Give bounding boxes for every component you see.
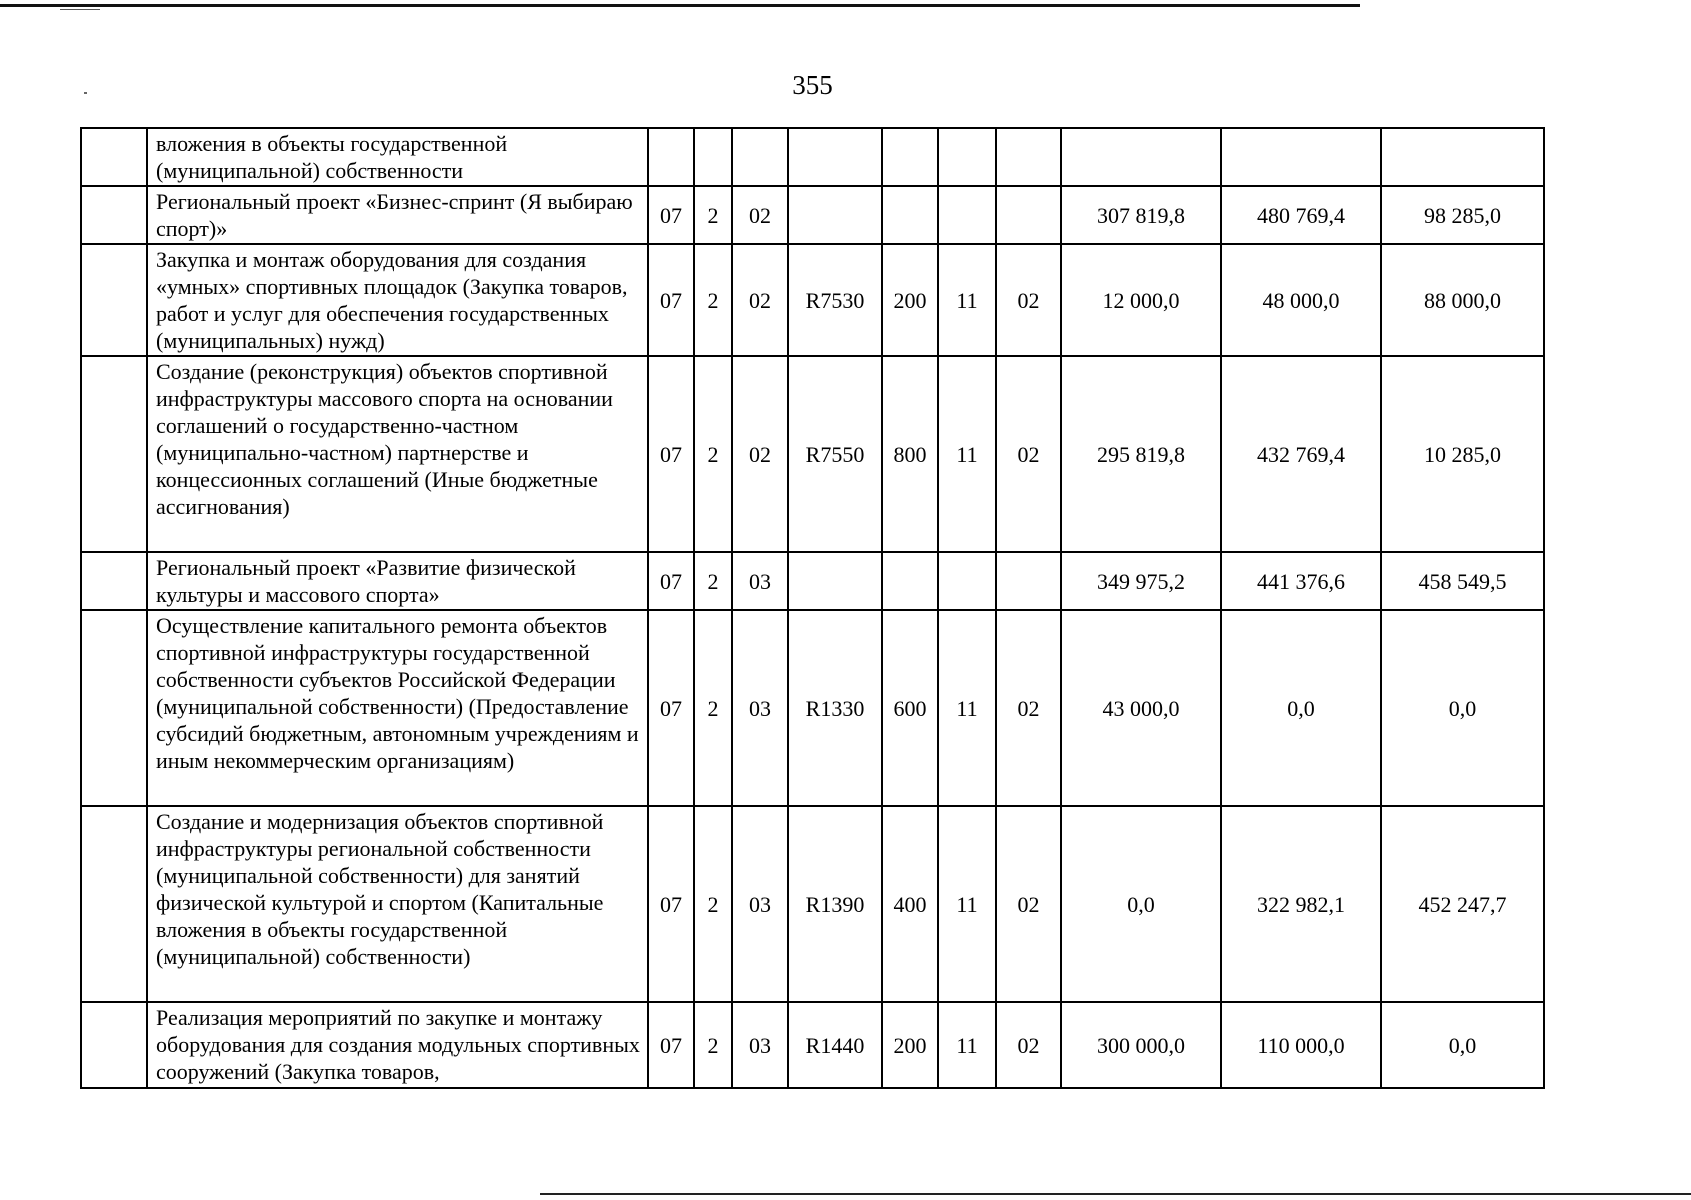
subprogram-code: 02 bbox=[732, 244, 788, 356]
subdivision-code: 02 bbox=[996, 356, 1061, 552]
division-code: 11 bbox=[938, 610, 996, 806]
amount-year-2 bbox=[1221, 128, 1381, 186]
subprogram-code: 02 bbox=[732, 356, 788, 552]
program-code: 2 bbox=[694, 186, 732, 244]
amount-year-2: 432 769,4 bbox=[1221, 356, 1381, 552]
subprogram-code: 03 bbox=[732, 610, 788, 806]
target-code: R7530 bbox=[788, 244, 882, 356]
subdivision-code: 02 bbox=[996, 1002, 1061, 1088]
item-name: Создание и модернизация объектов спортивной инфраструктуры региональной собственности (муниципальной собственности) для занятий физической культурой и спортом (Капитальные вложения в объекты государственной (муниципальной) собственности) bbox=[147, 806, 648, 1002]
page-number: 355 bbox=[792, 70, 833, 100]
item-name: Закупка и монтаж оборудования для создания «умных» спортивных площадок (Закупка товаров, работ и услуг для обеспечения государственных (муниципальных) нужд) bbox=[147, 244, 648, 356]
amount-year-2: 110 000,0 bbox=[1221, 1002, 1381, 1088]
program-code: 2 bbox=[694, 244, 732, 356]
target-code bbox=[788, 186, 882, 244]
amount-year-3: 0,0 bbox=[1381, 610, 1544, 806]
row-number-cell bbox=[81, 610, 147, 806]
section-code: 07 bbox=[648, 806, 694, 1002]
amount-year-3: 452 247,7 bbox=[1381, 806, 1544, 1002]
program-code: 2 bbox=[694, 356, 732, 552]
expense-type-code bbox=[882, 552, 938, 610]
item-name: Осуществление капитального ремонта объектов спортивной инфраструктуры государственной собственности субъектов Российской Федерации (муниципальной собственности) (Предоставление субсидий бюджетным, автономным учреждениям и иным некоммерческим организациям) bbox=[147, 610, 648, 806]
target-code bbox=[788, 128, 882, 186]
division-code bbox=[938, 128, 996, 186]
expense-type-code: 600 bbox=[882, 610, 938, 806]
division-code: 11 bbox=[938, 806, 996, 1002]
expense-type-code: 800 bbox=[882, 356, 938, 552]
amount-year-1: 307 819,8 bbox=[1061, 186, 1221, 244]
expense-type-code: 200 bbox=[882, 1002, 938, 1088]
section-code: 07 bbox=[648, 356, 694, 552]
amount-year-3: 88 000,0 bbox=[1381, 244, 1544, 356]
expense-type-code: 200 bbox=[882, 244, 938, 356]
program-code: 2 bbox=[694, 1002, 732, 1088]
item-name: Региональный проект «Развитие физической культуры и массового спорта» bbox=[147, 552, 648, 610]
target-code bbox=[788, 552, 882, 610]
item-name: Региональный проект «Бизнес-спринт (Я выбираю спорт)» bbox=[147, 186, 648, 244]
subprogram-code: 03 bbox=[732, 552, 788, 610]
section-code: 07 bbox=[648, 552, 694, 610]
division-code bbox=[938, 552, 996, 610]
target-code: R1390 bbox=[788, 806, 882, 1002]
table-row bbox=[81, 1002, 1544, 1088]
program-code bbox=[694, 128, 732, 186]
amount-year-2: 0,0 bbox=[1221, 610, 1381, 806]
subdivision-code: 02 bbox=[996, 244, 1061, 356]
scan-edge-top bbox=[0, 4, 1360, 7]
section-code: 07 bbox=[648, 1002, 694, 1088]
program-code: 2 bbox=[694, 806, 732, 1002]
subdivision-code: 02 bbox=[996, 806, 1061, 1002]
division-code: 11 bbox=[938, 244, 996, 356]
table-row bbox=[81, 356, 1544, 552]
amount-year-3 bbox=[1381, 128, 1544, 186]
expense-type-code bbox=[882, 186, 938, 244]
expense-type-code: 400 bbox=[882, 806, 938, 1002]
scan-mark-top bbox=[60, 9, 100, 10]
row-number-cell bbox=[81, 552, 147, 610]
expense-type-code bbox=[882, 128, 938, 186]
item-name: Создание (реконструкция) объектов спортивной инфраструктуры массового спорта на основании соглашений о государственно-частном (муниципально-частном) партнерстве и концессионных соглашений (Иные бюджетные ассигнования) bbox=[147, 356, 648, 552]
amount-year-1: 300 000,0 bbox=[1061, 1002, 1221, 1088]
item-name: вложения в объекты государственной (муниципальной) собственности bbox=[147, 128, 648, 186]
subdivision-code: 02 bbox=[996, 610, 1061, 806]
program-code: 2 bbox=[694, 610, 732, 806]
row-number-cell bbox=[81, 186, 147, 244]
program-code: 2 bbox=[694, 552, 732, 610]
subdivision-code bbox=[996, 128, 1061, 186]
amount-year-1: 349 975,2 bbox=[1061, 552, 1221, 610]
amount-year-2: 480 769,4 bbox=[1221, 186, 1381, 244]
division-code: 11 bbox=[938, 1002, 996, 1088]
division-code bbox=[938, 186, 996, 244]
amount-year-3: 10 285,0 bbox=[1381, 356, 1544, 552]
scan-edge-bottom bbox=[540, 1193, 1691, 1195]
division-code: 11 bbox=[938, 356, 996, 552]
amount-year-1: 0,0 bbox=[1061, 806, 1221, 1002]
section-code: 07 bbox=[648, 610, 694, 806]
table-row bbox=[81, 552, 1544, 610]
amount-year-2: 48 000,0 bbox=[1221, 244, 1381, 356]
row-number-cell bbox=[81, 1002, 147, 1088]
target-code: R1440 bbox=[788, 1002, 882, 1088]
row-number-cell bbox=[81, 128, 147, 186]
subprogram-code bbox=[732, 128, 788, 186]
subdivision-code bbox=[996, 552, 1061, 610]
section-code bbox=[648, 128, 694, 186]
subprogram-code: 03 bbox=[732, 806, 788, 1002]
amount-year-3: 0,0 bbox=[1381, 1002, 1544, 1088]
amount-year-2: 441 376,6 bbox=[1221, 552, 1381, 610]
subdivision-code bbox=[996, 186, 1061, 244]
subprogram-code: 03 bbox=[732, 1002, 788, 1088]
table-row bbox=[81, 244, 1544, 356]
table-row bbox=[81, 186, 1544, 244]
row-number-cell bbox=[81, 244, 147, 356]
row-number-cell bbox=[81, 356, 147, 552]
budget-table bbox=[80, 127, 1545, 1089]
item-name: Реализация мероприятий по закупке и монтажу оборудования для создания модульных спортивных сооружений (Закупка товаров, bbox=[147, 1002, 648, 1088]
amount-year-1: 295 819,8 bbox=[1061, 356, 1221, 552]
amount-year-1: 43 000,0 bbox=[1061, 610, 1221, 806]
amount-year-1: 12 000,0 bbox=[1061, 244, 1221, 356]
subprogram-code: 02 bbox=[732, 186, 788, 244]
table-row bbox=[81, 610, 1544, 806]
amount-year-2: 322 982,1 bbox=[1221, 806, 1381, 1002]
amount-year-3: 98 285,0 bbox=[1381, 186, 1544, 244]
section-code: 07 bbox=[648, 186, 694, 244]
table-row bbox=[81, 806, 1544, 1002]
amount-year-3: 458 549,5 bbox=[1381, 552, 1544, 610]
table-row bbox=[81, 128, 1544, 186]
target-code: R7550 bbox=[788, 356, 882, 552]
section-code: 07 bbox=[648, 244, 694, 356]
target-code: R1330 bbox=[788, 610, 882, 806]
row-number-cell bbox=[81, 806, 147, 1002]
amount-year-1 bbox=[1061, 128, 1221, 186]
